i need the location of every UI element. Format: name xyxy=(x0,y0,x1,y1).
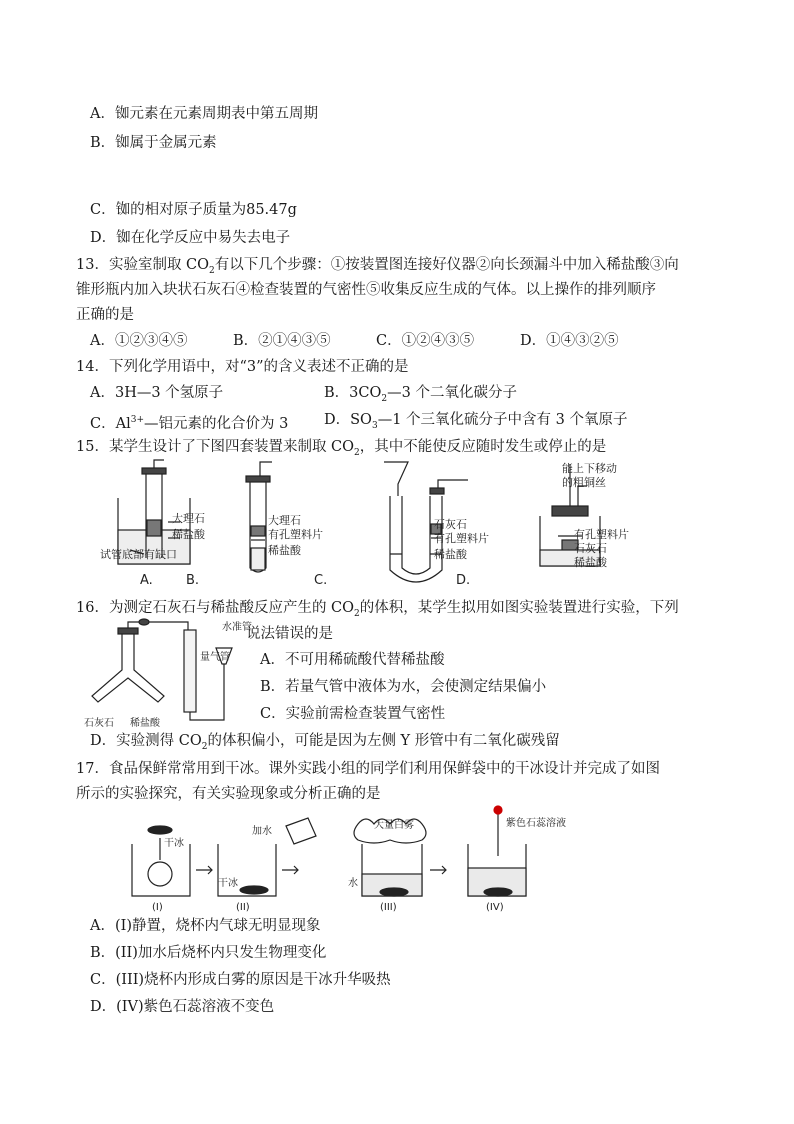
q13-stem-line2: 锥形瓶内加入块状石灰石④检查装置的气密性⑤收集反应生成的气体。以上操作的排列顺序 xyxy=(76,282,656,298)
q14-option-d: D．$SO_3—1$ 个三氧化硫分子中含有 3 个氧原子 xyxy=(324,412,628,431)
q15-apparatus-figure xyxy=(100,458,640,588)
fig-d-label-2: 的粗铜丝 xyxy=(562,476,606,489)
q17-experiment-figure xyxy=(122,804,582,914)
q12-option-d: D．铷在化学反应中易失去电子 xyxy=(90,230,291,246)
q13-option-a: A．①②③④⑤ xyxy=(90,333,188,349)
fig16-level-tube: 水准管 xyxy=(222,622,252,633)
fig-b-label-3: 稀盐酸 xyxy=(268,544,301,557)
q14-stem: 14．下列化学用语中，对“3”的含义表述不正确的是 xyxy=(76,359,409,375)
fig-a-label-2: 稀盐酸 xyxy=(172,528,205,541)
fig16-gas-tube: 量气管 xyxy=(200,652,230,663)
fig-label-d: D. xyxy=(456,573,471,588)
q13-option-b: B．②①④③⑤ xyxy=(233,333,331,349)
q17-option-b: B．(II)加水后烧杯内只发生物理变化 xyxy=(90,945,327,961)
fig-d-label-5: 稀盐酸 xyxy=(574,556,607,569)
fig16-limestone: 石灰石 xyxy=(84,718,114,729)
q16-option-a: A．不可用稀硫酸代替稀盐酸 xyxy=(260,652,445,668)
fig-d-label-4: 石灰石 xyxy=(574,542,607,555)
fig-label-c: C. xyxy=(314,573,328,588)
fig17-dryice-1: 干冰 xyxy=(164,838,184,849)
q16-apparatus-figure xyxy=(84,620,252,732)
q13-option-d: D．①④③②⑤ xyxy=(520,333,619,349)
q17-option-d: D．(IV)紫色石蕊溶液不变色 xyxy=(90,999,275,1015)
fig-c-label-3: 稀盐酸 xyxy=(434,548,467,561)
q13-option-c: C．①②④③⑤ xyxy=(376,333,475,349)
q14-option-b: B．$3CO_2—3$ 个二氧化碳分子 xyxy=(324,385,517,404)
q14-option-a: A．3H—3 个氢原子 xyxy=(90,385,224,401)
fig-d-label-3: 有孔塑料片 xyxy=(574,528,629,541)
q16-apparatus-svg xyxy=(84,620,252,732)
q16-option-c: C．实验前需检查装置气密性 xyxy=(260,706,446,722)
fig16-acid: 稀盐酸 xyxy=(130,718,160,729)
q12-option-c: C．铷的相对原子质量为85.47g xyxy=(90,202,297,218)
fig17-step-4: (IV) xyxy=(486,902,504,913)
q13-stem-line3: 正确的是 xyxy=(76,307,134,323)
fig-b-label-1: 大理石 xyxy=(268,514,301,527)
fig17-dryice-2: 干冰 xyxy=(218,878,238,889)
q17-stem-line2: 所示的实验探究，有关实验现象或分析正确的是 xyxy=(76,786,381,802)
fig17-water: 水 xyxy=(348,878,358,889)
q13-stem-line1: 13．实验室制取 $CO_2$有以下几个步骤：①按装置图连接好仪器②向长颈漏斗中加入稀盐酸③向 xyxy=(76,257,679,276)
fig-label-b: B. xyxy=(186,573,200,588)
fig-a-label-3: 试管底部有缺口 xyxy=(100,548,177,561)
fig17-step-3: (III) xyxy=(380,902,397,913)
fig-label-a: A. xyxy=(140,573,153,588)
q12-option-a: A．铷元素在元素周期表中第五周期 xyxy=(90,106,318,122)
fig-d-label-1: 能上下移动 xyxy=(562,462,617,475)
fig17-litmus: 紫色石蕊溶液 xyxy=(506,818,566,829)
q12-option-b: B．铷属于金属元素 xyxy=(90,135,217,151)
q17-option-c: C．(III)烧杯内形成白雾的原因是干冰升华吸热 xyxy=(90,972,391,988)
q15-apparatus-svg xyxy=(100,458,640,588)
fig-c-label-2: 有孔塑料片 xyxy=(434,532,489,545)
q16-option-d: D．实验测得 $CO_2$的体积偏小，可能是因为左侧 Y 形管中有二氧化碳残留 xyxy=(90,733,560,752)
fig17-add-water: 加水 xyxy=(252,826,272,837)
fig-a-label-1: 大理石 xyxy=(172,512,205,525)
q17-stem-line1: 17．食品保鲜常常用到干冰。课外实践小组的同学们利用保鲜袋中的干冰设计并完成了如图 xyxy=(76,761,660,777)
fig-b-label-2: 有孔塑料片 xyxy=(268,528,323,541)
q17-experiment-svg xyxy=(122,804,582,914)
q15-stem: 15．某学生设计了下图四套装置来制取 $CO_2$，其中不能使反应随时发生或停止的是 xyxy=(76,439,607,458)
q16-stem-line2: 说法错误的是 xyxy=(246,626,333,642)
fig-c-label-1: 石灰石 xyxy=(434,518,467,531)
q17-option-a: A．(I)静置，烧杯内气球无明显现象 xyxy=(90,918,321,934)
fig17-white-fog: 大量白雾 xyxy=(374,820,414,831)
fig17-step-2: (II) xyxy=(236,902,250,913)
q16-option-b: B．若量气管中液体为水，会使测定结果偏小 xyxy=(260,679,547,695)
fig17-step-1: (I) xyxy=(152,902,163,913)
q16-stem: 16．为测定石灰石与稀盐酸反应产生的 $CO_2$的体积，某学生拟用如图实验装置进行实验，下列 xyxy=(76,600,679,619)
q14-option-c: C．$Al^{3+}—$铝元素的化合价为 3 xyxy=(90,415,289,432)
